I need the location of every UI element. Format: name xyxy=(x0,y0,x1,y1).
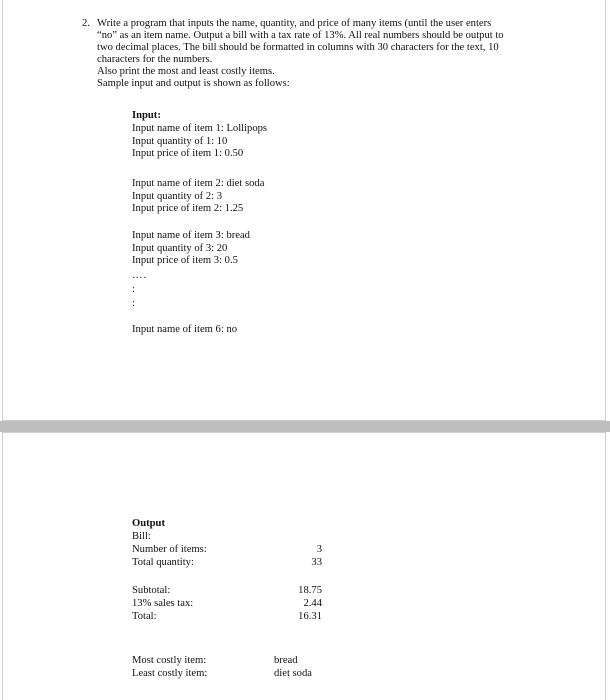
total-value: 16.31 xyxy=(298,611,322,622)
continuation-colon-2: : xyxy=(132,298,135,309)
subtotal-value: 18.75 xyxy=(298,585,322,596)
sales-tax-value: 2.44 xyxy=(303,598,322,609)
most-costly-label: Most costly item: xyxy=(132,655,207,666)
total-quantity-label: Total quantity: xyxy=(132,557,194,568)
continuation-ellipsis: …. xyxy=(132,270,148,281)
bill-label: Bill: xyxy=(132,531,151,542)
question-line-2: “no” as an item name. Output a bill with a tax rate of 13%. All real numbers should be output to xyxy=(97,30,504,41)
number-of-items-label: Number of items: xyxy=(132,544,207,555)
item-3-name-line: Input name of item 3: bread xyxy=(132,230,250,241)
item-3-quantity-line: Input quantity of 3: 20 xyxy=(132,242,228,254)
subtotal-label: Subtotal: xyxy=(132,585,171,596)
sales-tax-label: 13% sales tax: xyxy=(132,598,194,609)
output-heading: Output xyxy=(132,518,165,529)
least-costly-value: diet soda xyxy=(274,668,312,679)
most-costly-value: bread xyxy=(274,655,298,666)
total-quantity-value: 33 xyxy=(311,557,322,568)
question-number: 2. xyxy=(82,18,90,29)
question-line-5: Also print the most and least costly items. xyxy=(97,66,275,77)
item-1-price-line: Input price of item 1: 0.50 xyxy=(132,148,244,159)
item-3-price-line: Input price of item 3: 0.5 xyxy=(132,255,238,266)
item-2-price-line: Input price of item 2: 1.25 xyxy=(132,203,244,214)
question-text xyxy=(97,18,504,90)
least-costly-label: Least costly item: xyxy=(132,668,208,679)
item-2-name-line: Input name of item 2: diet soda xyxy=(132,178,265,189)
item-1-quantity-line: Input quantity of 1: 10 xyxy=(132,135,228,147)
input-item-6: Input name of item 6: no xyxy=(132,324,238,335)
input-heading: Input: xyxy=(132,110,161,121)
input-item-1 xyxy=(132,123,267,161)
question-line-3: two decimal places. The bill should be formatted in columns with 30 characters for the text, 10 xyxy=(97,42,499,53)
number-of-items-value: 3 xyxy=(316,544,322,555)
page-bottom xyxy=(2,432,606,700)
question-line-6: Sample input and output is shown as follows: xyxy=(97,78,290,89)
item-1-name-line: Input name of item 1: Lollipops xyxy=(132,123,268,134)
input-item-2 xyxy=(132,178,264,216)
item-2-quantity-line: Input quantity of 2: 3 xyxy=(132,190,223,202)
question-line-1: Write a program that inputs the name, quantity, and price of many items (until the user enters xyxy=(97,18,492,29)
input-item-3 xyxy=(132,230,250,268)
question-line-4: characters for the numbers. xyxy=(97,54,213,65)
page-separator xyxy=(0,421,610,432)
continuation-colon-1: : xyxy=(132,284,135,295)
total-label: Total: xyxy=(132,611,157,622)
